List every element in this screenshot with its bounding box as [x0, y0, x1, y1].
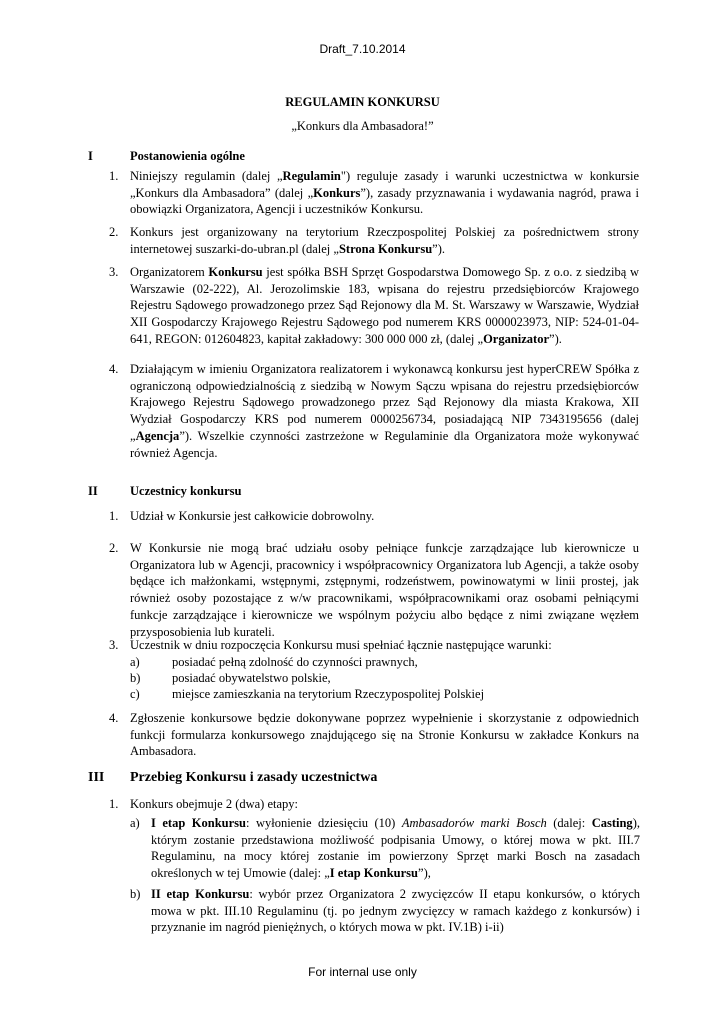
list-item: 1. Konkurs obejmuje 2 (dwa) etapy: [109, 797, 299, 811]
list-item: 2. Konkurs jest organizowany na terytorium Rzeczpospolitej Polskiej za pośrednictwem strony internetowej suszarki-do-ubran.pl (dalej „Strona Konkursu”). [109, 225, 639, 256]
sub-list-item: a) posiadać pełną zdolność do czynności prawnych, [130, 655, 418, 669]
section-number: I [88, 149, 93, 163]
sub-list-item: c) miejsce zamieszkania na terytorium Rzeczypospolitej Polskiej [130, 687, 485, 701]
section-heading-I [88, 149, 648, 164]
section-number: II [88, 484, 98, 498]
sub-list-item: a) I etap Konkursu: wyłonienie dziesięciu (10) Ambasadorów marki Bosch (dalej: Casting), którym zostanie przedstawiona możliwość podpisania Umowy, o której mowa w pkt. III.7 Regulaminu, na mocy której zostanie im powierzony Sprzęt marki Bosch na zasadach określonych w tej Umowie (dalej: „I etap Konkursu”), [130, 816, 640, 881]
list-item: 4. Zgłoszenie konkursowe będzie dokonywane poprzez wypełnienie i skorzystanie z odpowiednich funkcji formularza konkursowego znajdującego się na Stronie Konkursu w zakładce Konkurs na Ambasadora. [109, 711, 639, 759]
sub-list-item: b) II etap Konkursu: wybór przez Organizatora 2 zwycięzców II etapu konkursów, o których mowa w pkt. III.10 Regulaminu (tj. po jednym zwycięzcy w ramach każdego z konkursów) i przyznanie im nagród pieniężnych, o których mowa w pkt. IV.1B) i-ii) [130, 887, 640, 935]
section-title: Uczestnicy konkursu [130, 484, 242, 498]
document-header-note: Draft_7.10.2014 [319, 42, 406, 56]
document-title: REGULAMIN KONKURSU [285, 95, 440, 109]
list-item: 3. Organizatorem Konkursu jest spółka BSH Sprzęt Gospodarstwa Domowego Sp. z o.o. z siedzibą w Warszawie (02-222), Al. Jerozolimskie 183, wpisana do rejestru przedsiębiorców Krajowego Rejestru Sądowego prowadzonego przez Sąd Rejonowy dla M. St. Warszawy w Warszawie, Wydział XII Gospodarczy Krajowego Rejestru Sądowego pod numerem KRS 0000023973, NIP: 524-01-04-641, REGON: 012604823, kapitał zakładowy: 300 000 000 zł, (dalej „Organizator”). [109, 265, 639, 346]
section-title: Postanowienia ogólne [130, 149, 245, 163]
list-item: 1. Niniejszy regulamin (dalej „Regulamin") reguluje zasady i warunki uczestnictwa w konkursie „Konkurs dla Ambasadora” (dalej „Konkurs”), zasady przyznawania i wydawania nagród, prawa i obowiązki Organizatora, Agencji i uczestników Konkursu. [109, 169, 639, 217]
section-heading-II [88, 484, 648, 499]
section-heading-III [88, 770, 648, 786]
sub-list-item: b) posiadać obywatelstwo polskie, [130, 671, 331, 685]
list-item: 4. Działającym w imieniu Organizatora realizatorem i wykonawcą konkursu jest hyperCREW Spółka z ograniczoną odpowiedzialnością z siedzibą w Nowym Sączu wpisana do rejestru przedsiębiorców Krajowego Rejestru Sądowego prowadzonego przez Sąd Rejonowy dla miasta Krakowa, XII Wydział Gospodarczy KRS pod numerem 0000256734, posiadającą NIP 7343195656 (dalej „Agencja”). Wszelkie czynności zastrzeżone w Regulaminie dla Organizatora może wykonywać również Agencja. [109, 362, 639, 460]
section-title: Przebieg Konkursu i zasady uczestnictwa [130, 770, 378, 785]
list-item: 1. Udział w Konkursie jest całkowicie dobrowolny. [109, 509, 375, 523]
document-footer-note: For internal use only [308, 965, 417, 979]
section-number: III [88, 770, 105, 785]
list-item: 3. Uczestnik w dniu rozpoczęcia Konkursu musi spełniać łącznie następujące warunki: [109, 638, 552, 652]
list-item: 2. W Konkursie nie mogą brać udziału osoby pełniące funkcje zarządzające lub kierownicze u Organizatora lub w Agencji, pracownicy i współpracownicy Organizatora lub Agencji, a także osoby będące ich małżonkami, wstępnymi, zstępnymi, rodzeństwem, powinowatymi w linii prostej, jak również osoby pozostające z w/w pracownikami, współpracownikami oraz osobami pełniącymi funkcje zarządzające i kierownicze we wspólnym pożyciu albo będące z nimi związane węzłem przysposobienia lub kurateli. [109, 541, 639, 639]
document-subtitle: „Konkurs dla Ambasadora!” [291, 119, 434, 133]
